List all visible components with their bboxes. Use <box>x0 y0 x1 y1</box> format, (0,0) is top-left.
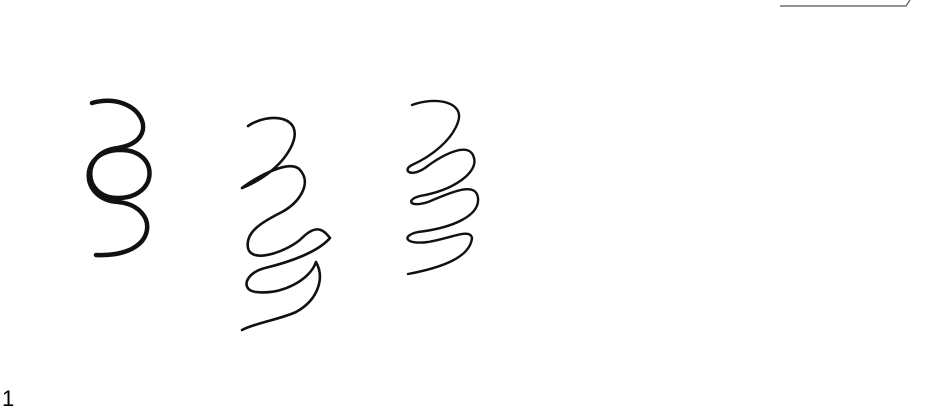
top-rule-line <box>780 0 910 6</box>
copy-coil-2 <box>407 101 478 274</box>
copy-coil-1 <box>242 118 330 330</box>
reference-coil <box>89 101 150 255</box>
figure-label: 1 <box>2 386 15 411</box>
